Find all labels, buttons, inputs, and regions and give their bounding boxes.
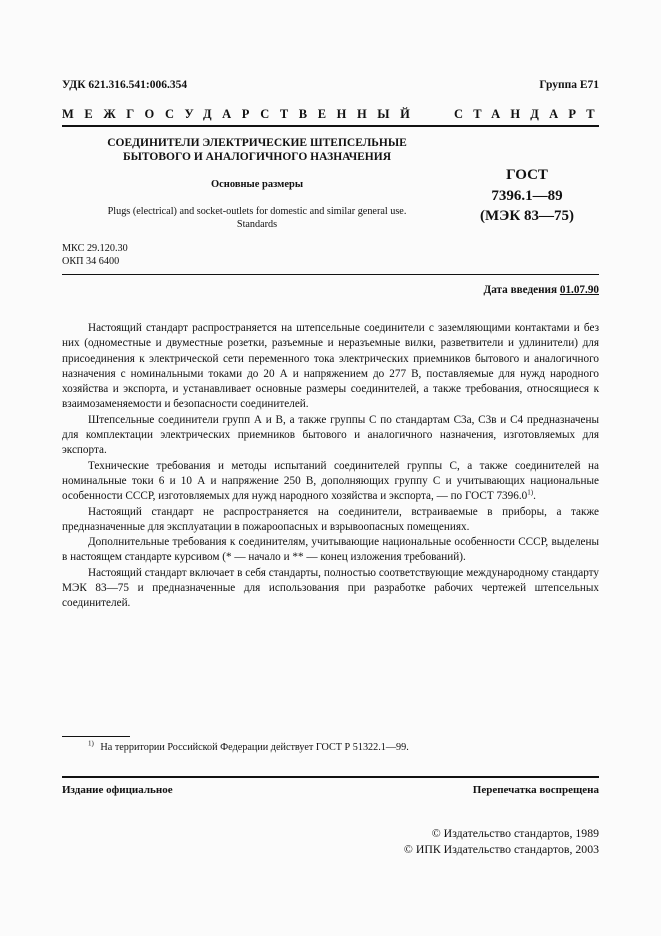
copyright-block	[300, 825, 599, 857]
gost-designation	[462, 165, 592, 227]
title-block	[62, 137, 452, 164]
mks-code: МКС 29.120.30	[62, 243, 128, 254]
english-title	[62, 206, 452, 231]
paragraph-2: Штепсельные соединители групп А и В, а также группы С по стандартам С3а, С3в и С4 предназначены для комплектации электрических приемников бытового и аналогичного назначения, изготовляемых для экспорта.	[62, 413, 599, 457]
footer-rule	[62, 776, 599, 778]
paragraph-1: Настоящий стандарт распространяется на штепсельные соединители с заземляющими контактами и без них (одноместные и двуместные розетки, разъемные и неразъемные вилки, разветвители и удлинители) для присоединения к электрической сети переменного тока электрических приемников бытового и аналогичного назначения с номинальными токами до 20 А и напряжением до 277 В, поставляемые для нужд народного хозяйства и экспорта, и устанавливает основные размеры соединителей, а также требования, относящиеся к взаимозаменяемости и безопасности соединителей.	[62, 322, 599, 411]
intro-date-label: Дата введения	[483, 284, 558, 296]
okp-code: ОКП 34 6400	[62, 256, 120, 267]
gost-number: 7396.1—89	[491, 187, 563, 204]
intro-date-value: 01.07.90	[559, 284, 599, 296]
body-text	[62, 321, 599, 612]
copyright-2003: © ИПК Издательство стандартов, 2003	[403, 842, 599, 856]
group-code: Группа Е71	[539, 79, 599, 91]
header-rule	[62, 125, 599, 127]
footnote-text: На территории Российской Федерации действует ГОСТ Р 51322.1—99.	[100, 742, 409, 753]
codes-rule	[62, 274, 599, 275]
footnote-mark: 1)	[88, 739, 94, 748]
intro-date	[400, 284, 599, 296]
official-edition: Издание официальное	[62, 784, 173, 796]
paragraph-3-end: .	[533, 490, 536, 503]
paragraph-3-text: Технические требования и методы испытаний соединителей группы С, а также соединителей на номинальные токи 6 и 10 А и напряжение 250 В, дополняющих группу С и учитывающих национальные особенности СССР, изготовляемых для нужд народного хозяйства и экспорта, — по ГОСТ 7396.0	[62, 459, 599, 503]
title-line-1: СОЕДИНИТЕЛИ ЭЛЕКТРИЧЕСКИЕ ШТЕПСЕЛЬНЫЕ	[107, 137, 407, 149]
footnote	[88, 739, 409, 753]
iec-number: (МЭК 83—75)	[480, 208, 574, 224]
paragraph-4: Настоящий стандарт не распространяется на соединители, встраиваемые в приборы, а также предназначенные для эксплуатации в пожароопасных и взрывоопасных помещениях.	[62, 505, 599, 533]
footnote-ref: 1)	[527, 488, 534, 497]
title-line-2: БЫТОВОГО И АНАЛОГИЧНОГО НАЗНАЧЕНИЯ	[123, 150, 391, 163]
footnote-rule	[62, 736, 130, 737]
english-title-line-2: Standards	[236, 218, 278, 230]
paragraph-6: Настоящий стандарт включает в себя стандарты, полностью соответствующие международному стандарту МЭК 83—75 и предназначенные для использования при разработке рабочих чертежей штепсельных соединителей.	[62, 566, 599, 610]
classification-codes	[62, 242, 128, 268]
paragraph-3	[62, 459, 599, 505]
paragraph-5: Дополнительные требования к соединителям, учитывающие национальные особенности СССР, выделены в настоящем стандарте курсивом (* — начало и ** — конец изложения требований).	[62, 536, 599, 564]
subtitle: Основные размеры	[210, 179, 304, 190]
reprint-notice: Перепечатка воспрещена	[472, 784, 599, 796]
copyright-1989: © Издательство стандартов, 1989	[431, 826, 599, 840]
english-title-line-1: Plugs (electrical) and socket-outlets for domestic and similar general use.	[107, 206, 407, 217]
gost-label: ГОСТ	[506, 167, 548, 183]
standard-kind-standard: СТАНДАРТ	[454, 107, 605, 121]
standard-kind-interstate: МЕЖГОСУДАРСТВЕННЫЙ	[62, 107, 421, 121]
udk-code: УДК 621.316.541:006.354	[62, 79, 188, 91]
